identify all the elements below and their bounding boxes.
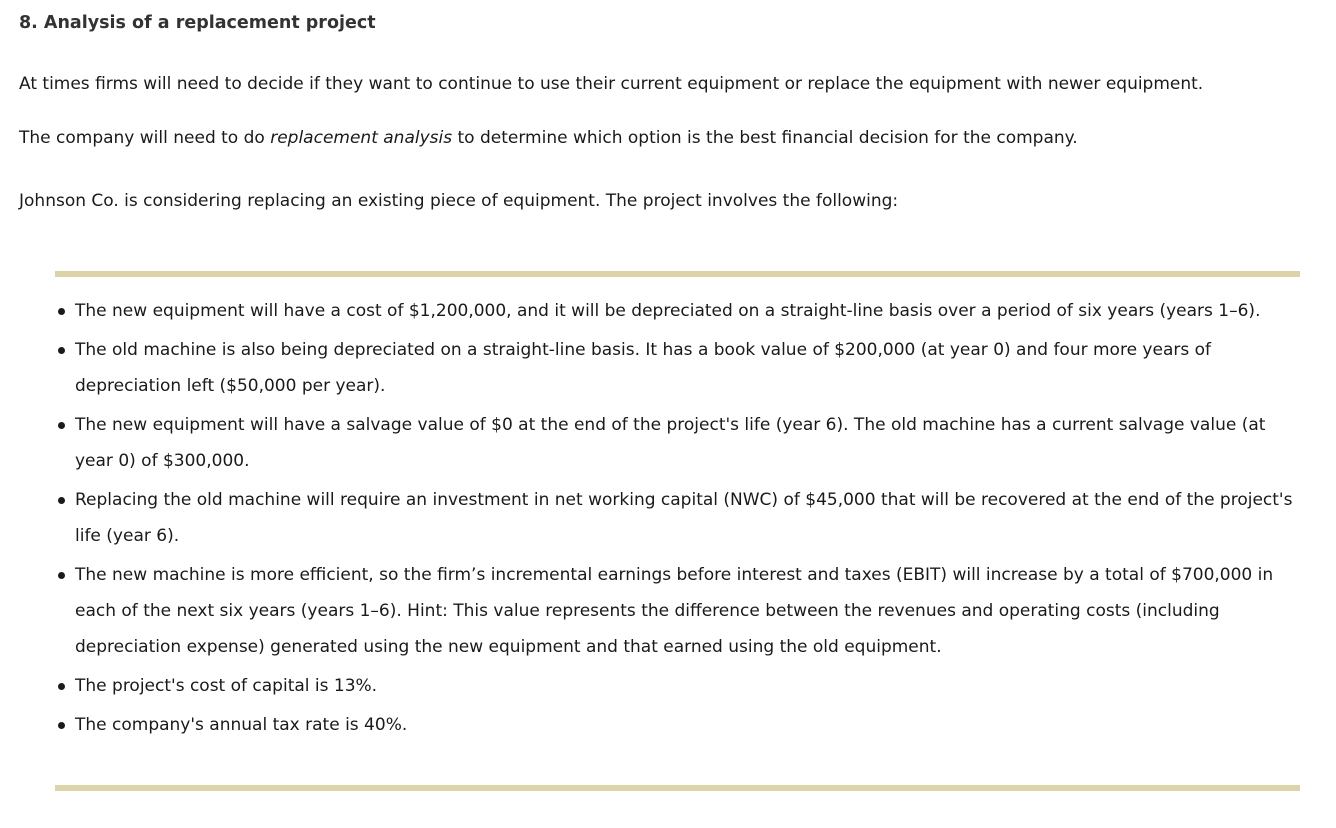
project-details-list (55, 293, 1300, 746)
bullet-icon (58, 683, 65, 690)
intro-paragraph-2 (19, 126, 1078, 150)
list-item-salvage-value (55, 407, 1300, 479)
intro-paragraph-3: Johnson Co. is considering replacing an existing piece of equipment. The project involves the following: (19, 191, 899, 211)
list-item-text: The new equipment will have a cost of $1,200,000, and it will be depreciated on a straight-line basis over a period of six years (years 1–6). (75, 301, 1261, 321)
bullet-icon (58, 572, 65, 579)
bullet-icon (58, 497, 65, 504)
bullet-icon (58, 308, 65, 315)
bullet-icon (58, 422, 65, 429)
list-item-text: The old machine is also being depreciated on a straight-line basis. It has a book value of $200,000 (at year 0) and four more years of depreciation left ($50,000 per year). (75, 340, 1212, 396)
list-item-incremental-ebit (55, 557, 1300, 665)
project-details-box (55, 271, 1300, 791)
list-item-net-working-capital (55, 482, 1300, 554)
page-title: 8. Analysis of a replacement project (19, 13, 376, 33)
bullet-icon (58, 722, 65, 729)
list-item-text: The company's annual tax rate is 40%. (75, 715, 408, 735)
list-item-text: The new equipment will have a salvage value of $0 at the end of the project's life (year 6). The old machine has a current salvage value (at year 0) of $300,000. (75, 415, 1266, 471)
list-item-tax-rate (55, 707, 1300, 743)
intro-paragraph-2-end: to determine which option is the best financial decision for the company. (452, 128, 1078, 148)
list-item-new-equipment-cost (55, 293, 1300, 329)
list-item-old-machine-depreciation (55, 332, 1300, 404)
list-item-cost-of-capital (55, 668, 1300, 704)
list-item-text: The new machine is more efficient, so the firm’s incremental earnings before interest and taxes (EBIT) will increase by a total of $700,000 in each of the next six years (years 1–6). Hint: This value represents the difference between the revenues and operating costs (including depreciation expense) generated using the new equipment and that earned using the old equipment. (75, 565, 1274, 657)
intro-paragraph-2-start: The company will need to do (19, 128, 271, 148)
intro-paragraph-1: At times firms will need to decide if they want to continue to use their current equipment or replace the equipment with newer equipment. (19, 74, 1204, 94)
list-item-text: Replacing the old machine will require an investment in net working capital (NWC) of $45,000 that will be recovered at the end of the project's life (year 6). (75, 490, 1293, 546)
list-item-text: The project's cost of capital is 13%. (75, 676, 378, 696)
bullet-icon (58, 347, 65, 354)
replacement-analysis-term: replacement analysis (270, 128, 453, 148)
